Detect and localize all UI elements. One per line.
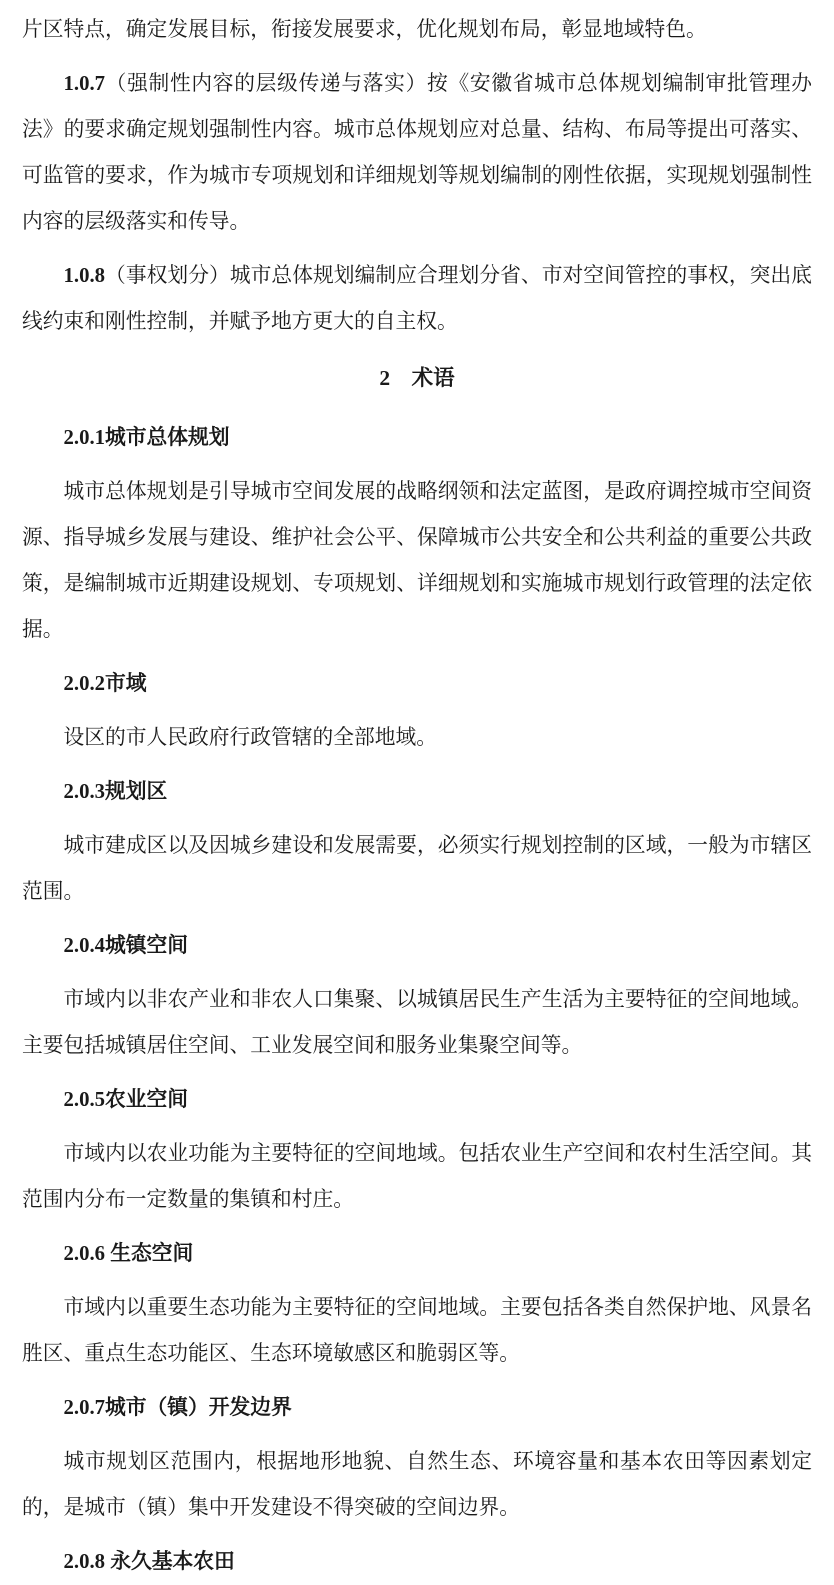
leading-paragraph: 片区特点，确定发展目标，衔接发展要求，优化规划布局，彰显地域特色。: [22, 19, 707, 41]
clause-text: 按《安徽省城市总体规划编制审批管理办法》的要求确定规划强制性内容。城市总体规划应对总量、结构、布局等提出可落实、可监管的要求，作为城市专项规划和详细规划等规划编制的刚性依据，实现规划强制性内容的层级落实和传导。: [22, 73, 812, 233]
term-definition-2-0-7: 城市规划区范围内，根据地形地貌、自然生态、环境容量和基本农田等因素划定的，是城市（镇）集中开发建设不得突破的空间边界。: [22, 1451, 812, 1519]
term-heading-2-0-7: 2.0.7城市（镇）开发边界: [63, 1397, 292, 1419]
term-definition-2-0-5: 市域内以农业功能为主要特征的空间地域。包括农业生产空间和农村生活空间。其范围内分布一定数量的集镇和村庄。: [22, 1143, 812, 1211]
term-definition-2-0-6: 市域内以重要生态功能为主要特征的空间地域。主要包括各类自然保护地、风景名胜区、重点生态功能区、生态环境敏感区和脆弱区等。: [22, 1297, 812, 1365]
term-heading-2-0-1: 2.0.1城市总体规划: [63, 427, 230, 449]
term-definition-2-0-3: 城市建成区以及因城乡建设和发展需要，必须实行规划控制的区域，一般为市辖区范围。: [22, 835, 812, 903]
clause-number: 1.0.7: [63, 73, 105, 95]
clause-text: 城市总体规划编制应合理划分省、市对空间管控的事权，突出底线约束和刚性控制，并赋予地方更大的自主权。: [22, 265, 812, 333]
term-heading-2-0-4: 2.0.4城镇空间: [63, 935, 189, 957]
clause-1-0-8: [22, 253, 812, 345]
term-heading-2-0-2: 2.0.2市域: [63, 673, 147, 695]
clause-title: （事权划分）: [105, 265, 230, 287]
term-definition-2-0-4: 市域内以非农产业和非农人口集聚、以城镇居民生产生活为主要特征的空间地域。主要包括城镇居住空间、工业发展空间和服务业集聚空间等。: [22, 989, 812, 1057]
term-heading-2-0-8: 2.0.8 永久基本农田: [63, 1551, 235, 1573]
term-heading-2-0-5: 2.0.5农业空间: [63, 1089, 189, 1111]
term-definition-2-0-2: 设区的市人民政府行政管辖的全部地域。: [63, 727, 438, 749]
term-definition-2-0-1: 城市总体规划是引导城市空间发展的战略纲领和法定蓝图，是政府调控城市空间资源、指导城乡发展与建设、维护社会公平、保障城市公共安全和公共利益的重要公共政策，是编制城市近期建设规划、专项规划、详细规划和实施城市规划行政管理的法定依据。: [22, 481, 812, 641]
clause-title: （强制性内容的层级传递与落实）: [105, 73, 428, 95]
clause-1-0-7: [22, 61, 812, 245]
term-heading-2-0-6: 2.0.6 生态空间: [63, 1243, 194, 1265]
clause-number: 1.0.8: [63, 265, 105, 287]
term-heading-2-0-3: 2.0.3规划区: [63, 781, 168, 803]
chapter-heading: 2 术语: [379, 366, 455, 390]
